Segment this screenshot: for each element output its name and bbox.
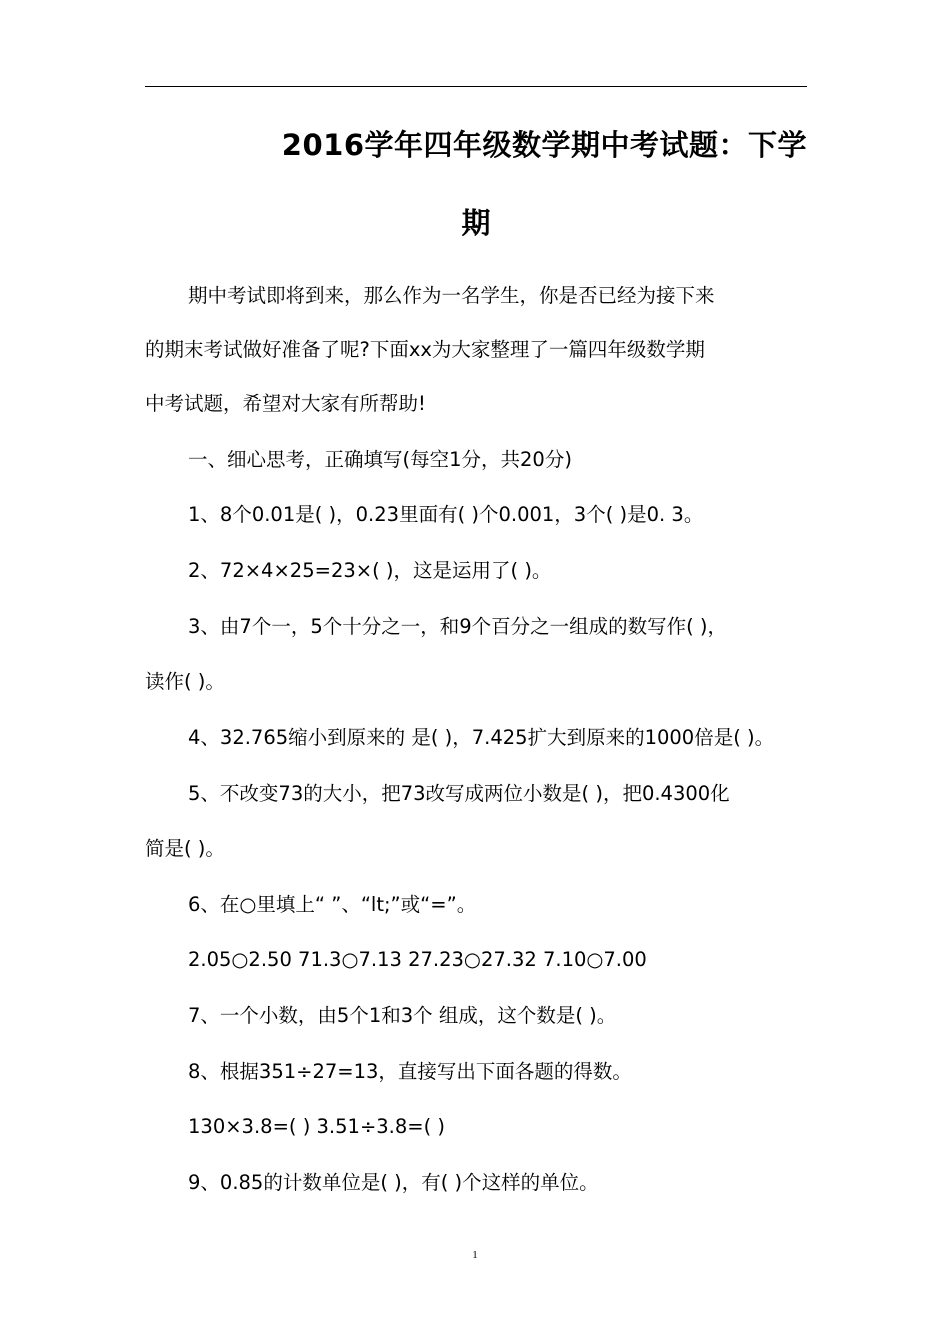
question-line: 2.05○2.50 71.3○7.13 27.23○27.32 7.10○7.00: [188, 948, 647, 971]
header-rule: [145, 86, 807, 87]
question-line: 2、72×4×25=23×( )，这是运用了( )。: [188, 559, 552, 582]
question-line: 130×3.8=( ) 3.51÷3.8=( ): [188, 1115, 446, 1138]
question-line: 3、由7个一，5个十分之一，和9个百分之一组成的数写作( )，: [188, 615, 728, 638]
question-line: 9、0.85的计数单位是( )，有( )个这样的单位。: [188, 1171, 599, 1194]
question-line: 8、根据351÷27=13，直接写出下面各题的得数。: [188, 1060, 632, 1083]
intro-paragraph-line: 期中考试即将到来，那么作为一名学生，你是否已经为接下来: [188, 284, 715, 307]
question-line: 1、8个0.01是( )，0.23里面有( )个0.001，3个( )是0. 3。: [188, 503, 704, 526]
document-title: 2016学年四年级数学期中考试题：下学: [281, 128, 807, 162]
question-line: 7、一个小数，由5个1和3个 组成，这个数是( )。: [188, 1004, 617, 1027]
page-number: 1: [472, 1249, 478, 1261]
question-line: 5、不改变73的大小，把73改写成两位小数是( )，把0.4300化: [188, 782, 730, 805]
question-line: 4、32.765缩小到原来的 是( )，7.425扩大到原来的1000倍是( )。: [188, 726, 775, 749]
section-heading: 一、细心思考，正确填写(每空1分，共20分): [188, 448, 572, 471]
question-line: 简是( )。: [145, 837, 225, 860]
question-line: 6、在○里填上“ ”、“lt;”或“=”。: [188, 893, 477, 916]
question-line: 读作( )。: [145, 670, 225, 693]
intro-paragraph-line: 的期末考试做好准备了呢?下面xx为大家整理了一篇四年级数学期: [145, 338, 705, 361]
intro-paragraph-line: 中考试题，希望对大家有所帮助!: [145, 392, 426, 415]
document-title-continued: 期: [461, 206, 491, 240]
